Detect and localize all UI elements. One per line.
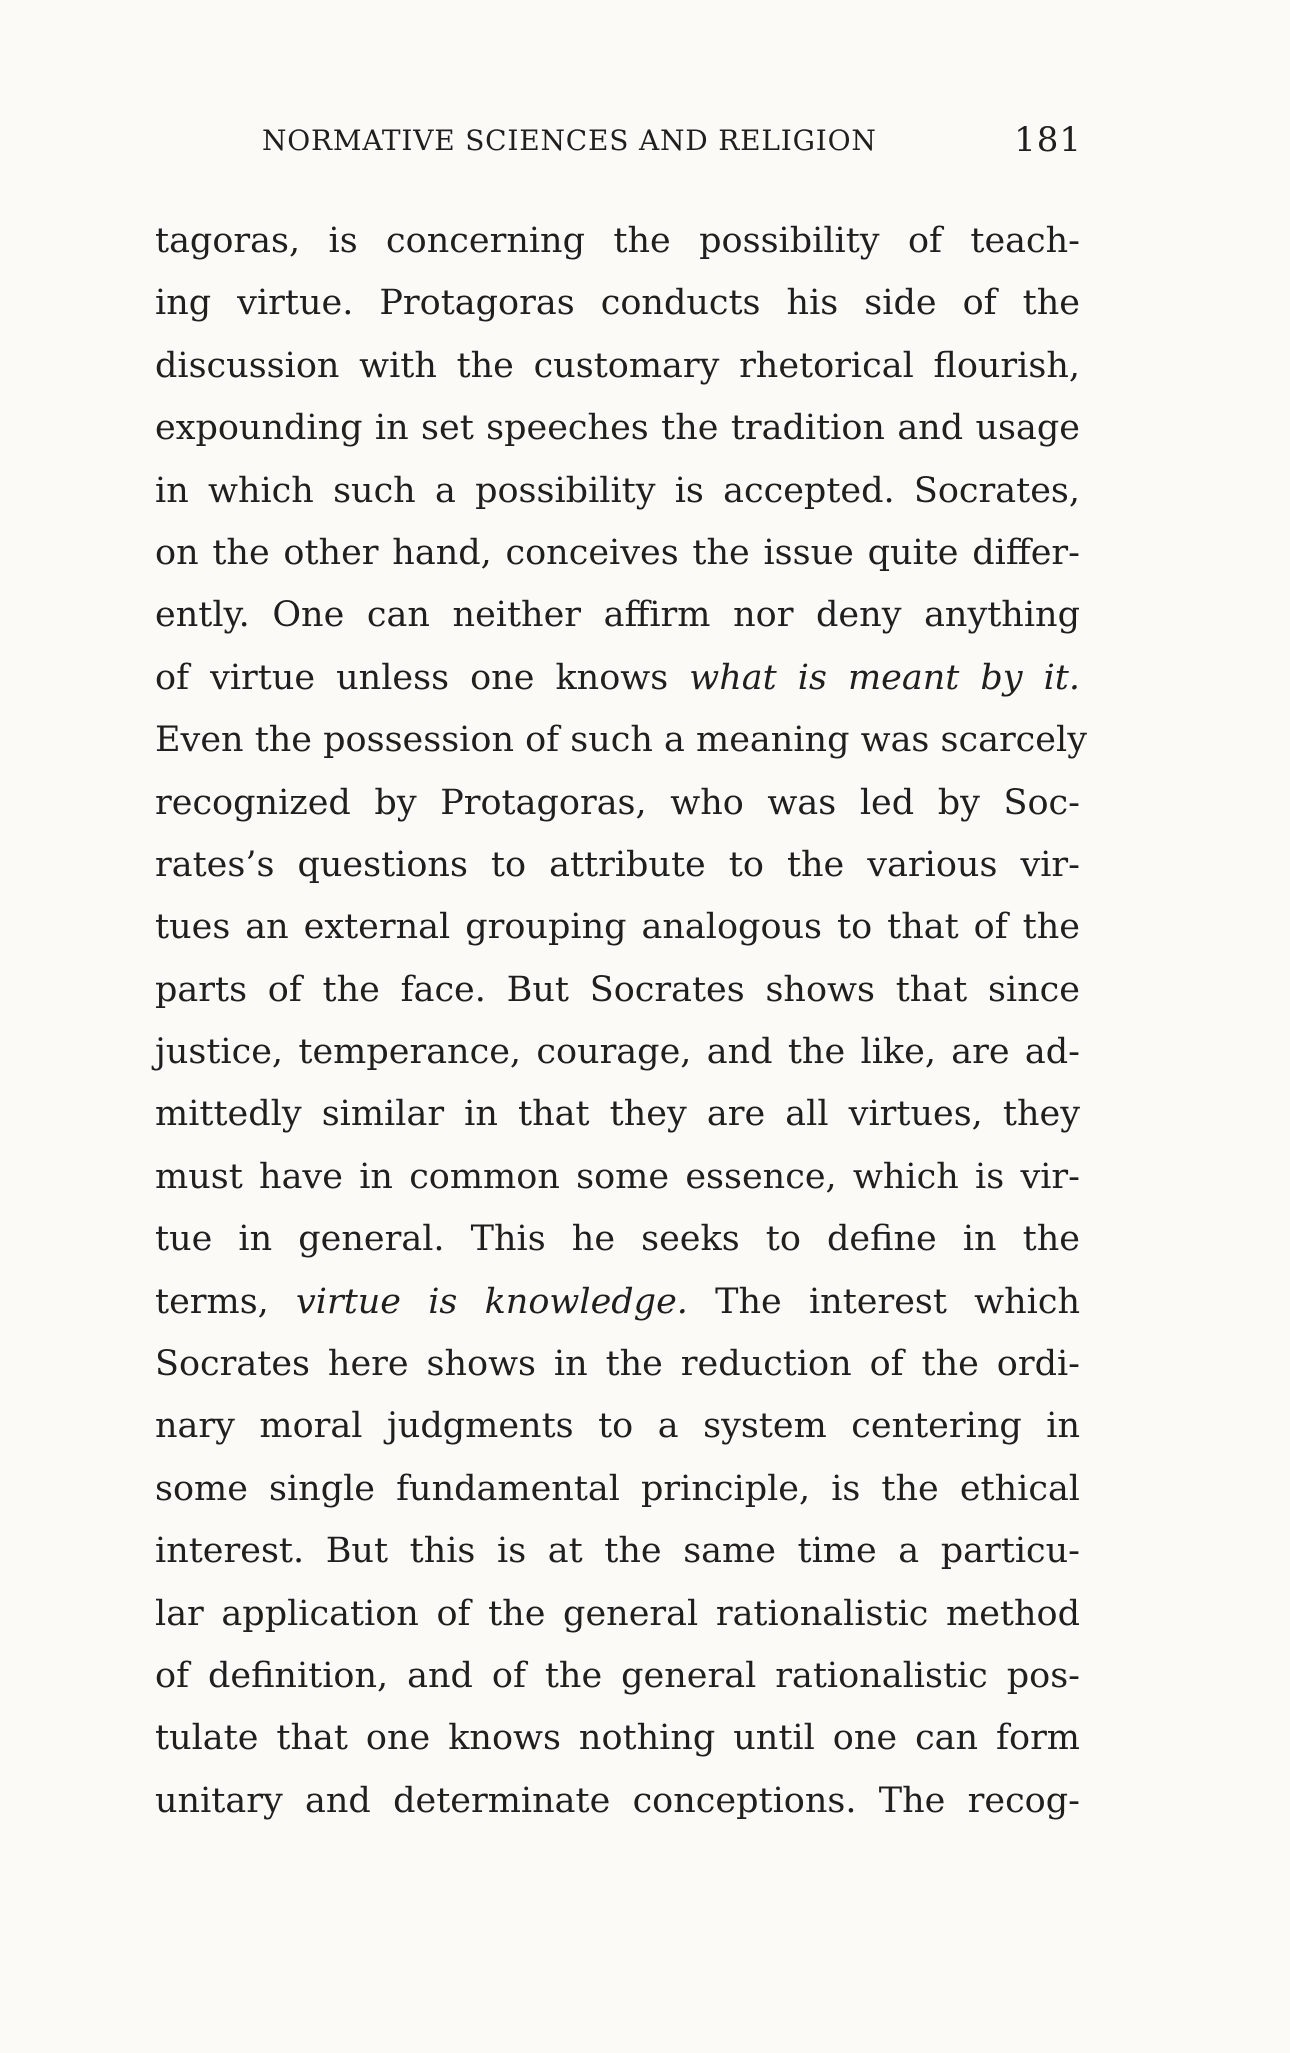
text-line-14 bbox=[155, 1021, 1080, 1083]
text-line-5-before: in which such a possibility is accepted. Socrates, bbox=[155, 470, 1080, 511]
text-line-15-before: mittedly similar in that they are all virtues, they bbox=[155, 1094, 1080, 1135]
text-line-21 bbox=[155, 1458, 1080, 1520]
text-line-17-before: tue in general. This he seeks to define in the bbox=[155, 1219, 1080, 1260]
text-line-7-before: ently. One can neither affirm nor deny anything bbox=[155, 595, 1080, 636]
text-line-12-before: tues an external grouping analogous to that of the bbox=[155, 907, 1080, 948]
text-line-18-after: The interest which bbox=[687, 1281, 1080, 1322]
text-line-19 bbox=[155, 1333, 1080, 1395]
text-line-18-italic: virtue is knowledge. bbox=[296, 1281, 688, 1322]
text-line-5 bbox=[155, 460, 1080, 522]
text-line-2 bbox=[155, 272, 1080, 334]
text-line-23-before: lar application of the general rationalistic method bbox=[155, 1593, 1080, 1634]
text-line-14-before: justice, temperance, courage, and the like, are ad- bbox=[155, 1032, 1080, 1073]
text-line-21-before: some single fundamental principle, is the ethical bbox=[155, 1468, 1080, 1509]
text-line-15 bbox=[155, 1083, 1080, 1145]
text-line-6 bbox=[155, 522, 1080, 584]
text-line-10-before: recognized by Protagoras, who was led by Soc- bbox=[155, 782, 1080, 823]
running-head bbox=[262, 120, 1082, 170]
text-line-20 bbox=[155, 1395, 1080, 1457]
text-line-9 bbox=[155, 709, 1087, 771]
text-line-3 bbox=[155, 335, 1080, 397]
text-line-6-before: on the other hand, conceives the issue quite differ- bbox=[155, 532, 1080, 573]
text-line-16-before: must have in common some essence, which is vir- bbox=[155, 1156, 1080, 1197]
text-line-4 bbox=[155, 397, 1080, 459]
text-line-13-before: parts of the face. But Socrates shows that since bbox=[155, 969, 1080, 1010]
text-line-22-before: interest. But this is at the same time a particu- bbox=[155, 1531, 1080, 1572]
text-line-10 bbox=[155, 772, 1080, 834]
text-line-9-before: Even the possession of such a meaning was scarcely bbox=[155, 720, 1087, 761]
text-line-3-before: discussion with the customary rhetorical flourish, bbox=[155, 345, 1080, 386]
page-number: 181 bbox=[1014, 120, 1082, 160]
text-line-25-before: tulate that one knows nothing until one can form bbox=[155, 1718, 1080, 1759]
text-line-22 bbox=[155, 1520, 1080, 1582]
text-line-24 bbox=[155, 1645, 1080, 1707]
text-line-8-before: of virtue unless one knows bbox=[155, 657, 690, 698]
text-line-12 bbox=[155, 896, 1080, 958]
text-line-8 bbox=[155, 647, 1080, 709]
text-line-4-before: expounding in set speeches the tradition and usage bbox=[155, 408, 1080, 449]
text-line-25 bbox=[155, 1707, 1080, 1769]
text-line-26-before: unitary and determinate conceptions. The recog- bbox=[155, 1780, 1080, 1821]
text-line-11-before: rates’s questions to attribute to the various vir- bbox=[155, 844, 1080, 885]
text-line-1 bbox=[155, 210, 1080, 272]
text-line-1-before: tagoras, is concerning the possibility of teach- bbox=[155, 221, 1080, 261]
text-line-16 bbox=[155, 1146, 1080, 1208]
text-line-11 bbox=[155, 834, 1080, 896]
body-text bbox=[155, 210, 1087, 1832]
running-title: NORMATIVE SCIENCES AND RELIGION bbox=[262, 124, 877, 157]
text-line-2-before: ing virtue. Protagoras conducts his side of the bbox=[155, 283, 1080, 324]
text-line-17 bbox=[155, 1208, 1080, 1270]
text-line-7 bbox=[155, 584, 1080, 646]
text-line-18-before: terms, bbox=[155, 1281, 296, 1322]
text-line-13 bbox=[155, 959, 1080, 1021]
text-line-19-before: Socrates here shows in the reduction of the ordi- bbox=[155, 1344, 1080, 1385]
text-line-18 bbox=[155, 1271, 1080, 1333]
text-line-26 bbox=[155, 1770, 1080, 1832]
text-line-24-before: of definition, and of the general rationalistic pos- bbox=[155, 1655, 1080, 1696]
text-line-8-italic: what is meant by it. bbox=[689, 657, 1081, 698]
text-line-23 bbox=[155, 1583, 1080, 1645]
text-line-20-before: nary moral judgments to a system centering in bbox=[155, 1406, 1080, 1447]
